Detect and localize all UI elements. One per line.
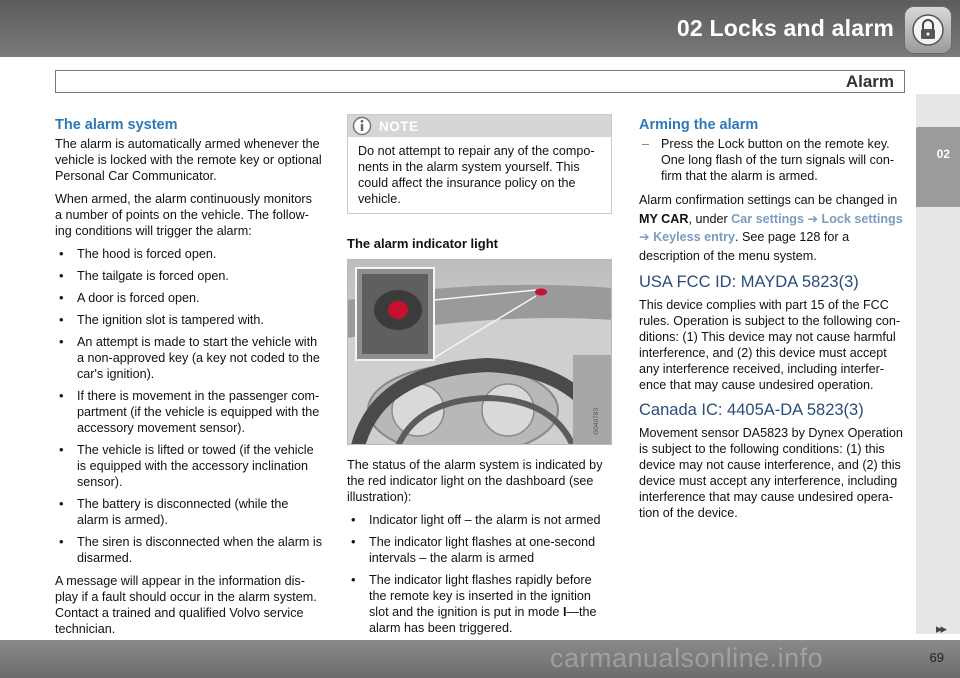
- paragraph: A message will appear in the information dis-play if a fault should occur in the alarm system. Contact a trained and qualified Volvo service technician.: [55, 574, 317, 636]
- heading-indicator-light: The alarm indicator light: [347, 236, 498, 251]
- list-item: • The vehicle is lifted or towed (if the vehicle is equipped with the accessory inclination sensor).: [55, 442, 322, 490]
- list-item: • An attempt is made to start the vehicle with a non-approved key (a key not coded to the car's ignition).: [55, 334, 322, 382]
- note-text: Do not attempt to repair any of the compo-nents in the alarm system yourself. This could affect the insurance policy on the vehicle.: [358, 144, 595, 206]
- arming-steps: [639, 136, 907, 184]
- info-icon: [352, 116, 372, 136]
- menu-lock-settings: Lock settings: [821, 211, 903, 226]
- list-item: • Indicator light off – the alarm is not armed: [347, 512, 612, 528]
- arrow-right-icon: ➔: [803, 211, 822, 226]
- heading-canada-ic: Canada IC: 4405A-DA 5823(3): [639, 401, 864, 419]
- heading-fcc-id: USA FCC ID: MAYDA 5823(3): [639, 273, 859, 291]
- image-code: G040783: [593, 408, 600, 435]
- dashboard-image: [348, 260, 612, 445]
- list-item: • The battery is disconnected (while the alarm is armed).: [55, 496, 322, 528]
- list-item: • The siren is disconnected when the alarm is disarmed.: [55, 534, 322, 566]
- menu-keyless-entry: Keyless entry: [653, 230, 735, 244]
- paragraph: When armed, the alarm continuously monitors a number of points on the vehicle. The follow-ing conditions will trigger the alarm:: [55, 192, 312, 238]
- text-span: . See page 128 for a description of the menu system.: [639, 230, 850, 263]
- settings-paragraph: [639, 191, 907, 265]
- paragraph: The status of the alarm system is indicated by the red indicator light on the dashboard (see illustration):: [347, 458, 603, 504]
- arrow-right-icon: ➔: [639, 230, 654, 244]
- paragraph: Movement sensor DA5823 by Dynex Operation is subject to the following conditions: (1) this device may not cause interference, and (2) this device must accept any interference, including interference that may cause undesired opera-tion of the device.: [639, 426, 903, 520]
- note-title: NOTE: [379, 119, 419, 134]
- note-box: [347, 114, 612, 214]
- text-span: , under: [688, 211, 732, 226]
- chapter-tab-label: 02: [936, 147, 950, 161]
- list-item: • The indicator light flashes at one-second intervals – the alarm is armed: [347, 534, 612, 566]
- trigger-conditions-list: [55, 246, 322, 566]
- note-header: [348, 115, 611, 137]
- text-span: The indicator light flashes rapidly before the remote key is inserted in the ignition slot and the ignition is put in mode: [369, 573, 592, 619]
- text-span: —the alarm has been triggered.: [369, 605, 597, 635]
- ignition-mode: I: [562, 605, 567, 619]
- dashboard-illustration: [347, 259, 612, 445]
- watermark-text: carmanualsonline.info: [550, 643, 824, 673]
- column-right: [639, 114, 907, 528]
- heading-alarm-system: The alarm system: [55, 117, 178, 133]
- menu-my-car: MY CAR: [639, 211, 689, 226]
- paragraph: The alarm is automatically armed whenever the vehicle is locked with the remote key or optional Personal Car Communicator.: [55, 137, 322, 183]
- list-item: • A door is forced open.: [55, 290, 322, 306]
- indicator-status-list: [347, 512, 612, 636]
- paragraph: This device complies with part 15 of the FCC rules. Operation is subject to the following con-ditions: (1) This device may not cause harmful interference, and (2) this device must accept any interference received, including interfer-ence that may cause undesired operation.: [639, 298, 901, 392]
- section-bar: [55, 70, 905, 93]
- heading-arming-alarm: Arming the alarm: [639, 117, 759, 133]
- list-item: – Press the Lock button on the remote key. One long flash of the turn signals will con-firm that the alarm is armed.: [639, 136, 907, 184]
- chapter-title: 02 Locks and alarm: [676, 15, 894, 41]
- list-item: • The tailgate is forced open.: [55, 268, 322, 284]
- chapter-badge: [904, 6, 952, 54]
- list-item: • The hood is forced open.: [55, 246, 322, 262]
- chapter-tab[interactable]: [916, 127, 960, 207]
- column-middle: [347, 114, 612, 643]
- list-item: [347, 572, 612, 636]
- menu-car-settings: Car settings: [731, 211, 804, 226]
- list-item: • The ignition slot is tampered with.: [55, 312, 322, 328]
- text-span: Alarm confirmation settings can be changed in: [639, 193, 898, 207]
- list-item: • If there is movement in the passenger com-partment (if the vehicle is equipped with the accessory movement sensor).: [55, 388, 322, 436]
- section-title: Alarm: [845, 72, 894, 91]
- next-page-arrows-icon[interactable]: ▸▸: [935, 621, 945, 636]
- column-left: [55, 114, 322, 644]
- padlock-icon: [911, 13, 945, 47]
- page-number: 69: [929, 650, 944, 665]
